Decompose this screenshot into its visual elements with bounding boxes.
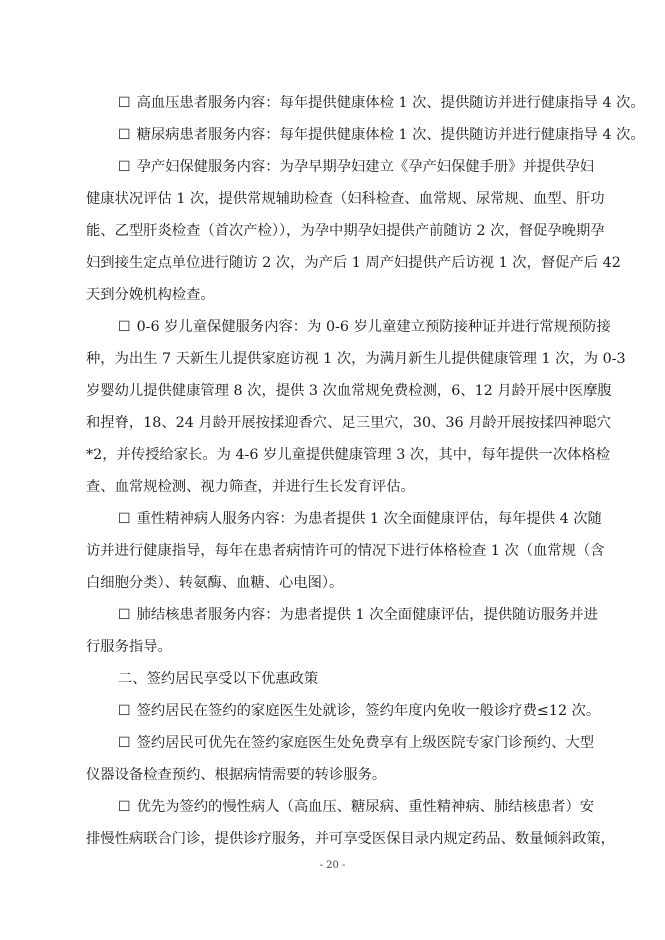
text-line (86, 764, 580, 796)
text-line (86, 476, 580, 508)
line-text: 天到分娩机构检查。 (86, 287, 215, 303)
text-line (86, 380, 612, 412)
text-line (86, 540, 605, 572)
line-text: 0-6 岁儿童保健服务内容：为 0-6 岁儿童建立预防接种证并进行常规预防接 (136, 319, 611, 335)
text-line (86, 284, 580, 316)
paragraph (86, 92, 645, 124)
line-text: 高血压患者服务内容：每年提供健康体检 1 次、提供随访并进行健康指导 4 次。 (136, 95, 645, 111)
line-text: 健康状况评估 1 次，提供常规辅助检查（妇科检查、血常规、尿常规、血型、肝功 (86, 191, 605, 207)
paragraph (86, 668, 580, 700)
line-text: 和捏脊，18、24 月龄开展按揉迎香穴、足三里穴，30、36 月龄开展按揉四神聪穴 (86, 415, 612, 431)
checkbox-square-icon: ☐ (118, 159, 131, 175)
text-line (86, 252, 621, 284)
line-text: 访并进行健康指导，每年在患者病情许可的情况下进行体格检查 1 次（血常规（含 (86, 543, 605, 559)
text-line (86, 156, 595, 188)
text-line (86, 732, 595, 764)
text-line (86, 348, 626, 380)
page-number: - 20 - (319, 860, 346, 871)
line-text: 仪器设备检查预约、根据病情需要的转诊服务。 (86, 767, 387, 783)
text-line (86, 316, 611, 348)
paragraph (86, 316, 626, 508)
checkbox-square-icon: ☐ (118, 511, 131, 527)
checkbox-square-icon: ☐ (118, 127, 131, 143)
line-text: 排慢性病联合门诊，提供诊疗服务，并可享受医保目录内规定药品、数量倾斜政策， (86, 831, 615, 847)
checkbox-square-icon: ☐ (118, 735, 131, 751)
text-line (86, 92, 645, 124)
text-line (86, 572, 580, 604)
line-text: 能、乙型肝炎检查（首次产检）），为孕中期孕妇提供产前随访 2 次，督促孕晚期孕 (86, 223, 605, 239)
checkbox-square-icon: ☐ (118, 95, 131, 111)
line-text: 妇到接生定点单位进行随访 2 次，为产后 1 周产妇提供产后访视 1 次，督促产后 42 (86, 255, 621, 271)
line-text: 二、签约居民享受以下优惠政策 (118, 671, 319, 687)
line-text: 岁婴幼儿提供健康管理 8 次，提供 3 次血常规免费检测，6、12 月龄开展中医摩腹 (86, 383, 612, 399)
text-line (86, 636, 580, 668)
text-line (86, 220, 605, 252)
text-line (86, 124, 645, 156)
paragraph (86, 508, 605, 604)
text-line (86, 412, 612, 444)
text-line (86, 828, 615, 860)
line-text: 白细胞分类）、转氨酶、血糖、心电图）。 (86, 575, 344, 591)
text-line (86, 796, 595, 828)
line-text: 肺结核患者服务内容：为患者提供 1 次全面健康评估，提供随访服务并进 (136, 607, 598, 623)
line-text: 重性精神病人服务内容：为患者提供 1 次全面健康评估，每年提供 4 次随 (136, 511, 602, 527)
paragraph (86, 700, 601, 732)
text-line (86, 508, 602, 540)
text-line (86, 700, 601, 732)
paragraph (86, 124, 645, 156)
checkbox-square-icon: ☐ (118, 703, 131, 719)
line-text: 孕产妇保健服务内容：为孕早期孕妇建立《孕产妇保健手册》并提供孕妇 (136, 159, 595, 175)
line-text: *2，并传授给家长。为 4-6 岁儿童提供健康管理 3 次，其中，每年提供一次体格检 (86, 447, 611, 463)
text-line (86, 188, 605, 220)
line-text: 优先为签约的慢性病人（高血压、糖尿病、重性精神病、肺结核患者）安 (136, 799, 595, 815)
document-body (86, 92, 645, 860)
text-line (86, 444, 611, 476)
line-text: 签约居民可优先在签约家庭医生处免费享有上级医院专家门诊预约、大型 (136, 735, 595, 751)
checkbox-square-icon: ☐ (118, 319, 131, 335)
line-text: 行服务指导。 (86, 639, 172, 655)
text-line (86, 604, 598, 636)
line-text: 签约居民在签约的家庭医生处就诊，签约年度内免收一般诊疗费≤12 次。 (136, 703, 601, 719)
line-text: 查、血常规检测、视力筛查，并进行生长发育评估。 (86, 479, 415, 495)
paragraph (86, 796, 615, 860)
checkbox-square-icon: ☐ (118, 607, 131, 623)
line-text: 种，为出生 7 天新生儿提供家庭访视 1 次，为满月新生儿提供健康管理 1 次，为 0-3 (86, 351, 626, 367)
paragraph (86, 604, 598, 668)
paragraph (86, 156, 621, 316)
checkbox-square-icon: ☐ (118, 799, 131, 815)
line-text: 糖尿病患者服务内容：每年提供健康体检 1 次、提供随访并进行健康指导 4 次。 (136, 127, 645, 143)
text-line (86, 668, 580, 700)
paragraph (86, 732, 595, 796)
